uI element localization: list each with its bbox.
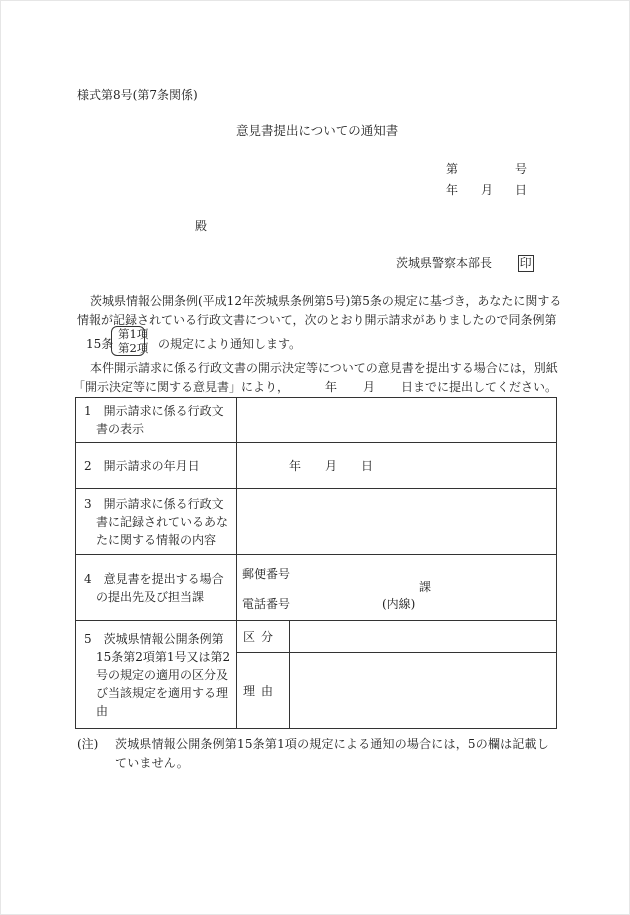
table-row-document [76, 398, 557, 443]
row3-label-cell [76, 489, 237, 555]
form-number: 様式第8号(第7条関係) [77, 88, 198, 102]
row1-value-cell [237, 398, 557, 443]
table-row-request-date [76, 443, 557, 489]
row4-label-cell [76, 555, 237, 621]
date-year: 年 [446, 183, 459, 197]
paragraph2-line1: 本件開示請求に係る行政文書の開示決定等についての意見書を提出する場合には，別紙 [90, 361, 558, 375]
classification-label: 区分 [237, 621, 290, 653]
page-title: 意見書提出についての通知書 [236, 123, 399, 138]
postal-label: 郵便番号 [242, 566, 291, 581]
date-month: 月 [481, 183, 494, 197]
paragraph2-line2 [73, 378, 557, 395]
row2-label-cell [76, 443, 237, 489]
row2-year: 年 [289, 459, 302, 473]
sender-name: 茨城県警察本部長 [396, 256, 493, 270]
reason-value-cell [290, 653, 557, 729]
notice-table [75, 397, 557, 729]
row1-label: 1 開示請求に係る行政文書の表示 [84, 404, 224, 436]
row2-month: 月 [325, 459, 338, 473]
article-prefix: 15条 [86, 337, 114, 351]
row1-label-cell [76, 398, 237, 443]
extension-label: (内線) [382, 596, 416, 611]
number-suffix: 号 [515, 162, 528, 176]
section-label: 課 [419, 579, 432, 594]
row3-label: 3 開示請求に係る行政文書に記録されているあなたに関する情報の内容 [84, 496, 229, 547]
classification-value-cell [290, 621, 557, 653]
table-row-classification [76, 621, 557, 653]
article-option-1: 第1項 [118, 327, 149, 341]
row3-value-cell [237, 489, 557, 555]
article-suffix: の規定により通知します。 [158, 337, 302, 351]
row2-value-cell [237, 443, 557, 489]
phone-label: 電話番号 [242, 596, 291, 611]
note-prefix: (注) [77, 737, 99, 751]
paragraph2-line2-b: 日までに提出してください。 [401, 380, 558, 394]
row5-label: 5 茨城県情報公開条例第15条第2項第1号又は第2号の規定の適用の区分及び当該規定を適用する理由 [84, 631, 231, 718]
paragraph1-line1: 茨城県情報公開条例(平成12年茨城県条例第5号)第5条の規定に基づき，あなたに関する [90, 294, 562, 308]
article-option-2: 第2項 [118, 341, 149, 355]
row2-day: 日 [361, 459, 374, 473]
note-text-content: 茨城県情報公開条例第15条第1項の規定による通知の場合には，5の欄は記載していません。 [115, 737, 549, 770]
reason-label: 理由 [237, 653, 290, 729]
row5-label-cell [76, 621, 237, 729]
paragraph2-year: 年 [325, 380, 338, 394]
sender [396, 254, 534, 272]
row4-label: 4 意見書を提出する場合の提出先及び担当課 [84, 571, 224, 604]
number-prefix: 第 [446, 162, 459, 176]
addressee-suffix: 殿 [195, 219, 208, 233]
row4-value-cell [237, 555, 557, 621]
paragraph2-line2-a: 「開示決定等に関する意見書」により， [73, 380, 290, 394]
paragraph1-line2: 情報が記録されている行政文書について，次のとおり開示請求がありましたので同条例第 [77, 313, 557, 327]
table-row-destination [76, 555, 557, 621]
row2-label: 2 開示請求の年月日 [84, 458, 200, 473]
table-row-info-content [76, 489, 557, 555]
paragraph2-month: 月 [363, 380, 376, 394]
note-text [115, 735, 555, 773]
date-day: 日 [515, 183, 528, 197]
seal-mark: 印 [519, 256, 532, 270]
